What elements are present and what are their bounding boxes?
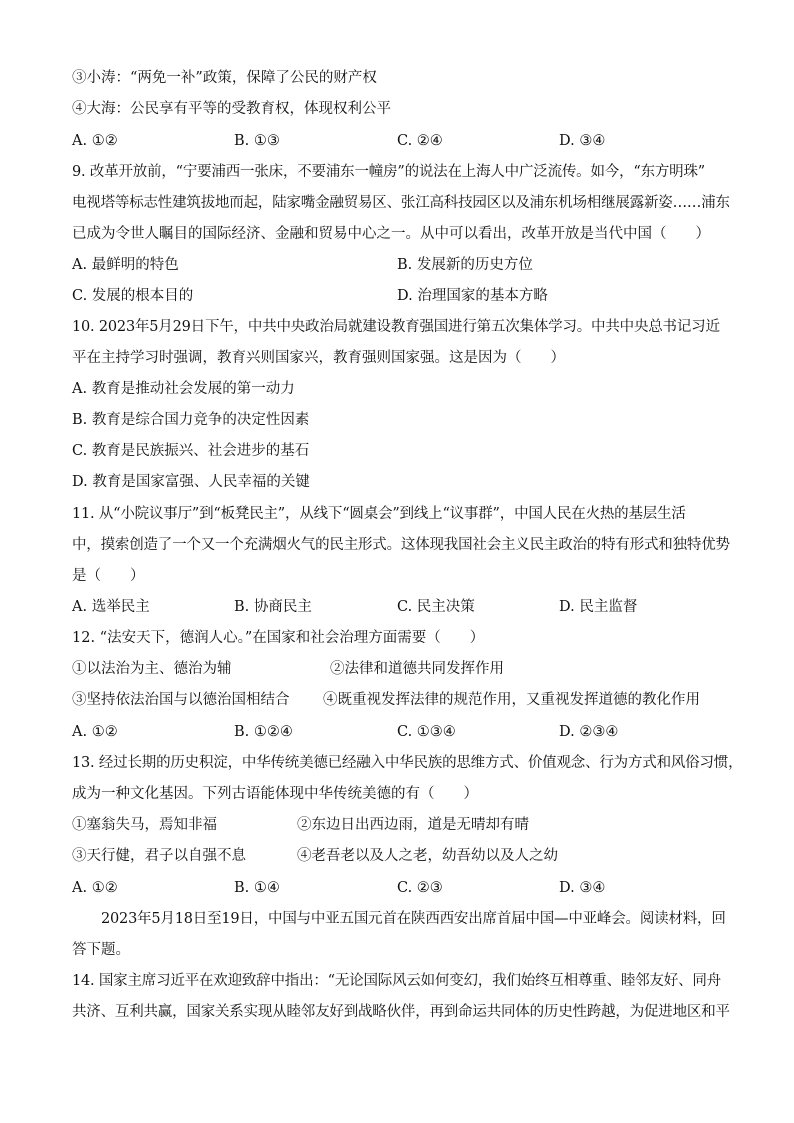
q11-stem-line-1: 11. 从“小院议事厅”到“板凳民主”，从线下“圆桌会”到线上“议事群”，中国人民在火热的基层生活 — [72, 506, 686, 522]
q10-option-a: A. 教育是推动社会发展的第一动力 — [72, 381, 295, 397]
q8-option-b: B. ①③ — [234, 133, 280, 149]
q9-option-d: D. 治理国家的基本方略 — [397, 288, 548, 304]
q14-stem-line-1: 14. 国家主席习近平在欢迎致辞中指出：“无论国际风云如何变幻，我们始终互相尊重、睦邻友好、同舟 — [72, 973, 721, 989]
q11-stem-line-3: 是（ ） — [72, 568, 145, 584]
q11-option-c: C. 民主决策 — [397, 599, 475, 615]
q10-option-c: C. 教育是民族振兴、社会进步的基石 — [72, 443, 310, 459]
q8-item-4: ④大海：公民享有平等的受教育权，体现权利公平 — [72, 101, 391, 117]
q13-item-1: ①塞翁失马，焉知非福 — [72, 817, 217, 833]
q13-item-3: ③天行健，君子以自强不息 — [72, 848, 246, 864]
q9-option-b: B. 发展新的历史方位 — [397, 257, 533, 273]
material-line-2: 答下题。 — [72, 942, 130, 958]
q13-option-d: D. ③④ — [559, 880, 606, 896]
q10-option-b: B. 教育是综合国力竞争的决定性因素 — [72, 412, 310, 428]
q9-option-a: A. 最鲜明的特色 — [72, 257, 179, 273]
material-line-1: 2023年5月18日至19日，中国与中亚五国元首在陕西西安出席首届中国—中亚峰会。阅读材料，回 — [101, 911, 726, 927]
q13-item-2: ②东边日出西边雨，道是无晴却有晴 — [297, 817, 529, 833]
q12-option-a: A. ①② — [72, 724, 118, 740]
q9-stem-line-1: 9. 改革开放前，“宁要浦西一张床，不要浦东一幢房”的说法在上海人中广泛流传。如今，“东方明珠” — [72, 164, 705, 180]
q12-option-d: D. ②③④ — [559, 724, 619, 740]
q8-item-3: ③小涛：“两免一补”政策，保障了公民的财产权 — [72, 70, 377, 86]
q8-option-a: A. ①② — [72, 133, 118, 149]
q13-option-c: C. ②③ — [397, 880, 443, 896]
q13-option-b: B. ①④ — [234, 880, 280, 896]
q9-stem-line-3: 已成为令世人瞩目的国际经济、金融和贸易中心之一。从中可以看出，改革开放是当代中国（ ） — [72, 226, 710, 242]
q8-option-d: D. ③④ — [559, 133, 606, 149]
q13-option-a: A. ①② — [72, 880, 118, 896]
q11-option-b: B. 协商民主 — [234, 599, 312, 615]
q12-option-c: C. ①③④ — [397, 724, 456, 740]
q12-item-4: ④既重视发挥法律的规范作用，又重视发挥道德的教化作用 — [323, 692, 700, 708]
q12-item-1: ①以法治为主、德治为辅 — [72, 661, 232, 677]
q12-stem: 12. “法安天下，德润人心。”在国家和社会治理方面需要（ ） — [72, 630, 485, 646]
q12-item-2: ②法律和道德共同发挥作用 — [330, 661, 504, 677]
q11-option-a: A. 选举民主 — [72, 599, 150, 615]
q12-option-b: B. ①②④ — [234, 724, 293, 740]
q10-option-d: D. 教育是国家富强、人民幸福的关键 — [72, 474, 310, 490]
q8-option-c: C. ②④ — [397, 133, 443, 149]
q9-option-c: C. 发展的根本目的 — [72, 288, 194, 304]
q9-stem-line-2: 电视塔等标志性建筑拔地而起，陆家嘴金融贸易区、张江高科技园区以及浦东机场相继展露新姿……浦东 — [72, 195, 730, 211]
q11-stem-line-2: 中，摸索创造了一个又一个充满烟火气的民主形式。这体现我国社会主义民主政治的特有形式和独特优势 — [72, 537, 730, 553]
q10-stem-line-2: 平在主持学习时强调，教育兴则国家兴，教育强则国家强。这是因为（ ） — [72, 350, 565, 366]
q10-stem-line-1: 10. 2023年5月29日下午，中共中央政治局就建设教育强国进行第五次集体学习。中共中央总书记习近 — [72, 319, 720, 335]
q14-stem-line-2: 共济、互利共赢，国家关系实现从睦邻友好到战略伙伴，再到命运共同体的历史性跨越，为促进地区和平 — [72, 1004, 730, 1020]
q12-item-3: ③坚持依法治国与以德治国相结合 — [72, 692, 290, 708]
q13-stem-line-2: 成为一种文化基因。下列古语能体现中华传统美德的有（ ） — [72, 786, 478, 802]
q13-stem-line-1: 13. 经过长期的历史积淀，中华传统美德已经融入中华民族的思维方式、价值观念、行为方式和风俗习惯， — [72, 755, 743, 771]
q13-item-4: ④老吾老以及人之老，幼吾幼以及人之幼 — [297, 848, 558, 864]
q11-option-d: D. 民主监督 — [559, 599, 638, 615]
